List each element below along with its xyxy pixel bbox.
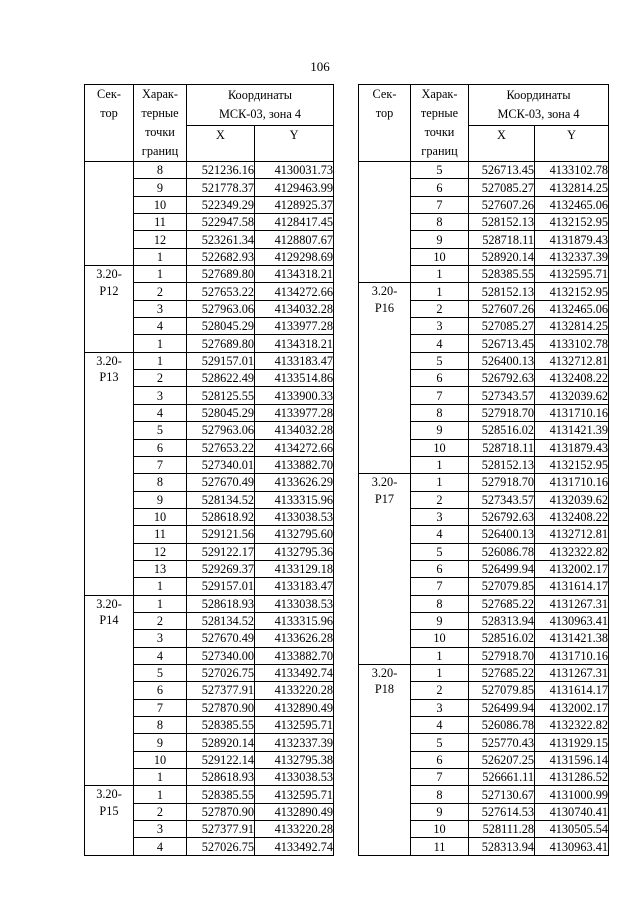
y-coordinate-cell: 4132595.71 (255, 717, 334, 734)
y-coordinate-cell: 4133492.74 (255, 664, 334, 681)
x-coordinate-cell: 528516.02 (469, 630, 535, 647)
y-coordinate-cell: 4133882.70 (255, 647, 334, 664)
point-number-cell: 1 (411, 474, 469, 491)
point-number-cell: 3 (134, 630, 187, 647)
point-number-cell: 1 (134, 769, 187, 786)
point-number-cell: 3 (411, 699, 469, 716)
x-coordinate-cell: 522682.93 (187, 248, 255, 265)
x-coordinate-cell: 526499.94 (469, 560, 535, 577)
x-coordinate-cell: 527343.57 (469, 387, 535, 404)
y-coordinate-cell: 4133038.53 (255, 508, 334, 525)
y-coordinate-cell: 4132712.81 (535, 526, 609, 543)
x-coordinate-cell: 527963.06 (187, 422, 255, 439)
x-coordinate-cell: 528618.93 (187, 595, 255, 612)
point-number-cell: 5 (411, 352, 469, 369)
y-coordinate-cell: 4132595.71 (255, 786, 334, 803)
point-number-cell: 6 (411, 751, 469, 768)
point-number-cell: 8 (411, 404, 469, 421)
point-number-cell: 4 (134, 647, 187, 664)
y-coordinate-cell: 4133882.70 (255, 456, 334, 473)
sector-cell: 3.20- Р14 (85, 595, 134, 786)
point-number-cell: 7 (411, 769, 469, 786)
point-number-cell: 1 (134, 352, 187, 369)
header-y: Y (255, 126, 334, 162)
x-coordinate-cell: 528313.94 (469, 612, 535, 629)
x-coordinate-cell: 526792.63 (469, 508, 535, 525)
point-number-cell: 11 (411, 838, 469, 855)
x-coordinate-cell: 529122.17 (187, 543, 255, 560)
y-coordinate-cell: 4128925.37 (255, 196, 334, 213)
point-number-cell: 3 (411, 318, 469, 335)
table-row (85, 595, 334, 612)
table-row (359, 664, 609, 681)
point-number-cell: 6 (411, 370, 469, 387)
y-coordinate-cell: 4132322.82 (535, 717, 609, 734)
y-coordinate-cell: 4131879.43 (535, 439, 609, 456)
x-coordinate-cell: 527963.06 (187, 300, 255, 317)
point-number-cell: 10 (411, 630, 469, 647)
point-number-cell: 10 (411, 248, 469, 265)
point-number-cell: 7 (411, 196, 469, 213)
y-coordinate-cell: 4132039.62 (535, 387, 609, 404)
x-coordinate-cell: 527918.70 (469, 474, 535, 491)
point-number-cell: 9 (134, 734, 187, 751)
y-coordinate-cell: 4133626.29 (255, 474, 334, 491)
point-number-cell: 2 (134, 283, 187, 300)
x-coordinate-cell: 527653.22 (187, 283, 255, 300)
point-number-cell: 5 (411, 734, 469, 751)
point-number-cell: 9 (134, 179, 187, 196)
table-row (359, 474, 609, 491)
table-row (359, 283, 609, 300)
point-number-cell: 3 (134, 387, 187, 404)
y-coordinate-cell: 4129463.99 (255, 179, 334, 196)
x-coordinate-cell: 528920.14 (469, 248, 535, 265)
y-coordinate-cell: 4133129.18 (255, 560, 334, 577)
y-coordinate-cell: 4132152.95 (535, 214, 609, 231)
y-coordinate-cell: 4131879.43 (535, 231, 609, 248)
x-coordinate-cell: 528385.55 (469, 266, 535, 283)
point-number-cell: 1 (134, 248, 187, 265)
header-characteristic-points: Харак- терные точки границ (411, 85, 469, 162)
x-coordinate-cell: 527653.22 (187, 439, 255, 456)
y-coordinate-cell: 4132890.49 (255, 699, 334, 716)
point-number-cell: 13 (134, 560, 187, 577)
point-number-cell: 9 (411, 422, 469, 439)
y-coordinate-cell: 4134318.21 (255, 266, 334, 283)
x-coordinate-cell: 527870.90 (187, 803, 255, 820)
y-coordinate-cell: 4132814.25 (535, 318, 609, 335)
x-coordinate-cell: 521236.16 (187, 162, 255, 179)
y-coordinate-cell: 4133102.78 (535, 335, 609, 352)
y-coordinate-cell: 4133220.28 (255, 682, 334, 699)
point-number-cell: 6 (134, 439, 187, 456)
x-coordinate-cell: 528385.55 (187, 717, 255, 734)
y-coordinate-cell: 4133900.33 (255, 387, 334, 404)
sector-cell: 3.20- Р17 (359, 474, 411, 665)
y-coordinate-cell: 4131710.16 (535, 647, 609, 664)
y-coordinate-cell: 4133038.53 (255, 595, 334, 612)
point-number-cell: 5 (411, 543, 469, 560)
point-number-cell: 8 (134, 717, 187, 734)
x-coordinate-cell: 527670.49 (187, 474, 255, 491)
y-coordinate-cell: 4132595.71 (535, 266, 609, 283)
y-coordinate-cell: 4131267.31 (535, 664, 609, 681)
header-x: X (469, 126, 535, 162)
x-coordinate-cell: 528134.52 (187, 491, 255, 508)
x-coordinate-cell: 526713.45 (469, 335, 535, 352)
x-coordinate-cell: 527685.22 (469, 664, 535, 681)
point-number-cell: 3 (134, 821, 187, 838)
x-coordinate-cell: 527343.57 (469, 491, 535, 508)
sector-cell: 3.20- Р16 (359, 283, 411, 474)
point-number-cell: 1 (134, 266, 187, 283)
point-number-cell: 4 (411, 717, 469, 734)
point-number-cell: 8 (134, 474, 187, 491)
point-number-cell: 2 (134, 370, 187, 387)
y-coordinate-cell: 4132337.39 (255, 734, 334, 751)
table-row (85, 786, 334, 803)
y-coordinate-cell: 4132814.25 (535, 179, 609, 196)
y-coordinate-cell: 4132337.39 (535, 248, 609, 265)
point-number-cell: 1 (411, 664, 469, 681)
x-coordinate-cell: 527870.90 (187, 699, 255, 716)
x-coordinate-cell: 527079.85 (469, 682, 535, 699)
point-number-cell: 6 (134, 682, 187, 699)
x-coordinate-cell: 528622.49 (187, 370, 255, 387)
point-number-cell: 12 (134, 231, 187, 248)
y-coordinate-cell: 4134318.21 (255, 335, 334, 352)
point-number-cell: 1 (411, 283, 469, 300)
y-coordinate-cell: 4131614.17 (535, 682, 609, 699)
x-coordinate-cell: 529157.01 (187, 352, 255, 369)
point-number-cell: 8 (411, 786, 469, 803)
point-number-cell: 3 (134, 300, 187, 317)
point-number-cell: 9 (411, 231, 469, 248)
y-coordinate-cell: 4131710.16 (535, 404, 609, 421)
sector-cell: 3.20- Р18 (359, 664, 411, 855)
point-number-cell: 11 (134, 526, 187, 543)
header-characteristic-points: Харак- терные точки границ (134, 85, 187, 162)
y-coordinate-cell: 4131710.16 (535, 474, 609, 491)
point-number-cell: 4 (411, 335, 469, 352)
point-number-cell: 5 (134, 664, 187, 681)
y-coordinate-cell: 4134032.28 (255, 300, 334, 317)
point-number-cell: 10 (134, 508, 187, 525)
x-coordinate-cell: 527340.01 (187, 456, 255, 473)
y-coordinate-cell: 4132408.22 (535, 508, 609, 525)
point-number-cell: 1 (134, 595, 187, 612)
x-coordinate-cell: 527377.91 (187, 821, 255, 838)
point-number-cell: 4 (134, 838, 187, 855)
x-coordinate-cell: 528618.92 (187, 508, 255, 525)
y-coordinate-cell: 4133315.96 (255, 612, 334, 629)
page-number: 106 (310, 59, 330, 74)
x-coordinate-cell: 526086.78 (469, 543, 535, 560)
coordinates-table-right (358, 84, 609, 856)
x-coordinate-cell: 529269.37 (187, 560, 255, 577)
x-coordinate-cell: 528125.55 (187, 387, 255, 404)
y-coordinate-cell: 4133977.28 (255, 318, 334, 335)
y-coordinate-cell: 4131614.17 (535, 578, 609, 595)
header-coordinates: Координаты МСК-03, зона 4 (469, 85, 609, 126)
x-coordinate-cell: 527607.26 (469, 300, 535, 317)
point-number-cell: 7 (134, 699, 187, 716)
sector-cell (359, 162, 411, 283)
point-number-cell: 11 (134, 214, 187, 231)
y-coordinate-cell: 4130963.41 (535, 612, 609, 629)
point-number-cell: 9 (411, 612, 469, 629)
point-number-cell: 2 (134, 803, 187, 820)
x-coordinate-cell: 528718.11 (469, 231, 535, 248)
y-coordinate-cell: 4131267.31 (535, 595, 609, 612)
y-coordinate-cell: 4130740.41 (535, 803, 609, 820)
y-coordinate-cell: 4132002.17 (535, 699, 609, 716)
point-number-cell: 8 (411, 214, 469, 231)
y-coordinate-cell: 4128417.45 (255, 214, 334, 231)
header-sector: Сек- тор (359, 85, 411, 162)
x-coordinate-cell: 526499.94 (469, 699, 535, 716)
y-coordinate-cell: 4132795.60 (255, 526, 334, 543)
point-number-cell: 8 (134, 162, 187, 179)
x-coordinate-cell: 527085.27 (469, 318, 535, 335)
y-coordinate-cell: 4131929.15 (535, 734, 609, 751)
y-coordinate-cell: 4131596.14 (535, 751, 609, 768)
y-coordinate-cell: 4133183.47 (255, 578, 334, 595)
y-coordinate-cell: 4132002.17 (535, 560, 609, 577)
x-coordinate-cell: 528152.13 (469, 456, 535, 473)
x-coordinate-cell: 528516.02 (469, 422, 535, 439)
y-coordinate-cell: 4131421.38 (535, 630, 609, 647)
point-number-cell: 5 (411, 162, 469, 179)
x-coordinate-cell: 528618.93 (187, 769, 255, 786)
x-coordinate-cell: 528152.13 (469, 214, 535, 231)
y-coordinate-cell: 4133220.28 (255, 821, 334, 838)
point-number-cell: 6 (411, 560, 469, 577)
point-number-cell: 2 (134, 612, 187, 629)
x-coordinate-cell: 521778.37 (187, 179, 255, 196)
x-coordinate-cell: 526400.13 (469, 526, 535, 543)
point-number-cell: 1 (411, 456, 469, 473)
x-coordinate-cell: 528385.55 (187, 786, 255, 803)
y-coordinate-cell: 4133514.86 (255, 370, 334, 387)
point-number-cell: 2 (411, 682, 469, 699)
point-number-cell: 7 (134, 456, 187, 473)
y-coordinate-cell: 4130031.73 (255, 162, 334, 179)
x-coordinate-cell: 523261.34 (187, 231, 255, 248)
point-number-cell: 12 (134, 543, 187, 560)
x-coordinate-cell: 526661.11 (469, 769, 535, 786)
x-coordinate-cell: 528718.11 (469, 439, 535, 456)
y-coordinate-cell: 4132795.38 (255, 751, 334, 768)
sector-cell: 3.20- Р15 (85, 786, 134, 855)
y-coordinate-cell: 4130963.41 (535, 838, 609, 855)
point-number-cell: 4 (411, 526, 469, 543)
x-coordinate-cell: 527689.80 (187, 266, 255, 283)
x-coordinate-cell: 529121.56 (187, 526, 255, 543)
sector-cell: 3.20- Р13 (85, 352, 134, 595)
table-row (359, 162, 609, 179)
x-coordinate-cell: 527130.67 (469, 786, 535, 803)
point-number-cell: 8 (411, 595, 469, 612)
y-coordinate-cell: 4128807.67 (255, 231, 334, 248)
x-coordinate-cell: 527026.75 (187, 838, 255, 855)
point-number-cell: 10 (134, 751, 187, 768)
y-coordinate-cell: 4133102.78 (535, 162, 609, 179)
point-number-cell: 1 (134, 578, 187, 595)
y-coordinate-cell: 4132795.36 (255, 543, 334, 560)
x-coordinate-cell: 529122.14 (187, 751, 255, 768)
table-row (85, 266, 334, 283)
x-coordinate-cell: 526207.25 (469, 751, 535, 768)
y-coordinate-cell: 4132152.95 (535, 283, 609, 300)
x-coordinate-cell: 527340.00 (187, 647, 255, 664)
y-coordinate-cell: 4134272.66 (255, 439, 334, 456)
header-coordinates: Координаты МСК-03, зона 4 (187, 85, 334, 126)
x-coordinate-cell: 522349.29 (187, 196, 255, 213)
y-coordinate-cell: 4130505.54 (535, 821, 609, 838)
y-coordinate-cell: 4133038.53 (255, 769, 334, 786)
point-number-cell: 9 (411, 803, 469, 820)
x-coordinate-cell: 528111.28 (469, 821, 535, 838)
point-number-cell: 10 (411, 439, 469, 456)
x-coordinate-cell: 528045.29 (187, 318, 255, 335)
header-y: Y (535, 126, 609, 162)
point-number-cell: 1 (411, 647, 469, 664)
x-coordinate-cell: 527670.49 (187, 630, 255, 647)
point-number-cell: 2 (411, 491, 469, 508)
y-coordinate-cell: 4132152.95 (535, 456, 609, 473)
point-number-cell: 2 (411, 300, 469, 317)
header-x: X (187, 126, 255, 162)
y-coordinate-cell: 4132465.06 (535, 300, 609, 317)
y-coordinate-cell: 4131421.39 (535, 422, 609, 439)
point-number-cell: 5 (134, 422, 187, 439)
y-coordinate-cell: 4132712.81 (535, 352, 609, 369)
y-coordinate-cell: 4131000.99 (535, 786, 609, 803)
point-number-cell: 10 (411, 821, 469, 838)
x-coordinate-cell: 528045.29 (187, 404, 255, 421)
point-number-cell: 7 (411, 387, 469, 404)
point-number-cell: 10 (134, 196, 187, 213)
point-number-cell: 1 (134, 335, 187, 352)
x-coordinate-cell: 525770.43 (469, 734, 535, 751)
point-number-cell: 1 (411, 266, 469, 283)
x-coordinate-cell: 527918.70 (469, 647, 535, 664)
sector-cell (85, 162, 134, 266)
y-coordinate-cell: 4129298.69 (255, 248, 334, 265)
y-coordinate-cell: 4131286.52 (535, 769, 609, 786)
y-coordinate-cell: 4132408.22 (535, 370, 609, 387)
x-coordinate-cell: 526713.45 (469, 162, 535, 179)
table-row (85, 162, 334, 179)
x-coordinate-cell: 527079.85 (469, 578, 535, 595)
x-coordinate-cell: 527026.75 (187, 664, 255, 681)
point-number-cell: 7 (411, 578, 469, 595)
sector-cell: 3.20- Р12 (85, 266, 134, 353)
point-number-cell: 9 (134, 491, 187, 508)
point-number-cell: 1 (134, 786, 187, 803)
y-coordinate-cell: 4134272.66 (255, 283, 334, 300)
x-coordinate-cell: 527918.70 (469, 404, 535, 421)
y-coordinate-cell: 4132322.82 (535, 543, 609, 560)
y-coordinate-cell: 4132039.62 (535, 491, 609, 508)
point-number-cell: 4 (134, 318, 187, 335)
x-coordinate-cell: 528152.13 (469, 283, 535, 300)
y-coordinate-cell: 4133183.47 (255, 352, 334, 369)
x-coordinate-cell: 527689.80 (187, 335, 255, 352)
x-coordinate-cell: 526792.63 (469, 370, 535, 387)
point-number-cell: 6 (411, 179, 469, 196)
x-coordinate-cell: 528134.52 (187, 612, 255, 629)
x-coordinate-cell: 526400.13 (469, 352, 535, 369)
x-coordinate-cell: 527377.91 (187, 682, 255, 699)
y-coordinate-cell: 4133492.74 (255, 838, 334, 855)
x-coordinate-cell: 527085.27 (469, 179, 535, 196)
x-coordinate-cell: 528313.94 (469, 838, 535, 855)
x-coordinate-cell: 527607.26 (469, 196, 535, 213)
coordinates-table-left (84, 84, 334, 856)
y-coordinate-cell: 4134032.28 (255, 422, 334, 439)
x-coordinate-cell: 529157.01 (187, 578, 255, 595)
x-coordinate-cell: 527685.22 (469, 595, 535, 612)
x-coordinate-cell: 522947.58 (187, 214, 255, 231)
x-coordinate-cell: 526086.78 (469, 717, 535, 734)
point-number-cell: 4 (134, 404, 187, 421)
y-coordinate-cell: 4133626.28 (255, 630, 334, 647)
y-coordinate-cell: 4133977.28 (255, 404, 334, 421)
x-coordinate-cell: 528920.14 (187, 734, 255, 751)
y-coordinate-cell: 4132890.49 (255, 803, 334, 820)
y-coordinate-cell: 4132465.06 (535, 196, 609, 213)
x-coordinate-cell: 527614.53 (469, 803, 535, 820)
y-coordinate-cell: 4133315.96 (255, 491, 334, 508)
table-row (85, 352, 334, 369)
point-number-cell: 3 (411, 508, 469, 525)
header-sector: Сек- тор (85, 85, 134, 162)
